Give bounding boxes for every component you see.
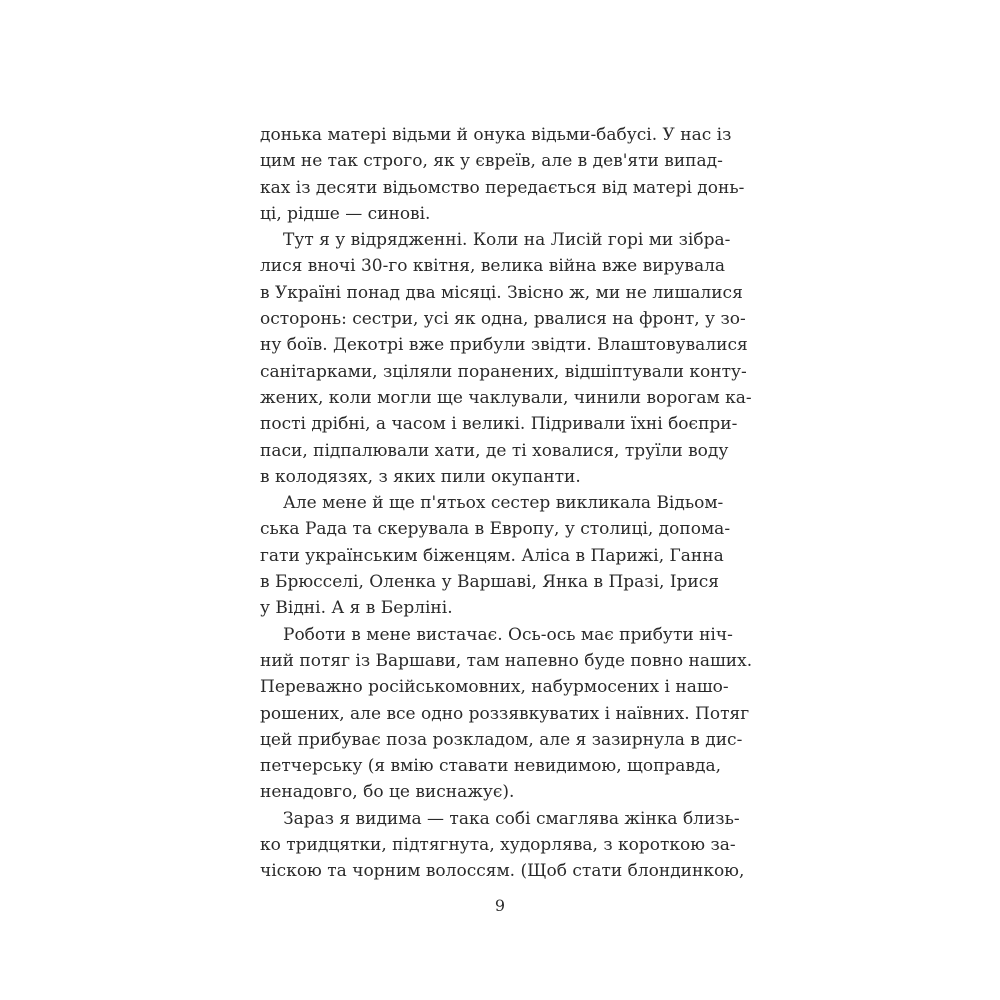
text-line: у Відні. А я в Берліні. bbox=[260, 598, 453, 619]
text-line: рошених, але все одно роззявкуватих і наївних. Потяг bbox=[260, 703, 750, 724]
text-line: жених, коли могли ще чаклували, чинили ворогам ка- bbox=[260, 387, 752, 408]
text-line: пості дрібні, а часом і великі. Підривали їхні боєпри- bbox=[260, 414, 738, 435]
text-line: ська Рада та скерувала в Европу, у столиці, допома- bbox=[260, 519, 731, 540]
text-line: Переважно російськомовних, набурмосених і нашо- bbox=[260, 677, 729, 698]
text-line: петчерську (я вмію ставати невидимою, щоправда, bbox=[260, 756, 722, 777]
page-number: 9 bbox=[494, 896, 506, 915]
text-line: ненадовго, бо це виснажує). bbox=[260, 782, 515, 803]
text-line: Але мене й ще п'ятьох сестер викликала Відьом- bbox=[283, 493, 724, 514]
text-line: ці, рідше — синові. bbox=[260, 203, 431, 224]
text-line: ко тридцятки, підтягнута, худорлява, з короткою за- bbox=[260, 835, 736, 856]
text-line: ну боїв. Декотрі вже прибули звідти. Влаштовувалися bbox=[260, 335, 748, 356]
text-line: ний потяг із Варшави, там напевно буде повно наших. bbox=[260, 650, 753, 671]
text-line: гати українським біженцям. Аліса в Парижі, Ганна bbox=[260, 545, 724, 566]
text-line: санітарками, зціляли поранених, відшіптували конту- bbox=[260, 361, 747, 382]
text-line: ках із десяти відьомство передається від матері донь- bbox=[260, 177, 745, 198]
text-line: осторонь: сестри, усі як одна, рвалися на фронт, у зо- bbox=[260, 309, 746, 330]
text-line: чіскою та чорним волоссям. (Щоб стати блондинкою, bbox=[260, 861, 745, 882]
text-line: донька матері відьми й онука відьми-бабусі. У нас із bbox=[260, 125, 732, 145]
text-line: цим не так строго, як у євреїв, але в дев'яти випад- bbox=[260, 151, 723, 172]
text-line: в колодязях, з яких пили окупанти. bbox=[260, 466, 581, 487]
text-line: цей прибуває поза розкладом, але я зазирнула в дис- bbox=[260, 729, 743, 750]
text-line: паси, підпалювали хати, де ті ховалися, труїли воду bbox=[260, 440, 729, 461]
text-line: в Брюсселі, Оленка у Варшаві, Янка в Празі, Ірися bbox=[260, 572, 719, 593]
text-line: Зараз я видима — така собі смаглява жінка близь- bbox=[283, 808, 740, 829]
text-line: в Україні понад два місяці. Звісно ж, ми не лишалися bbox=[260, 282, 743, 303]
text-line: Роботи в мене вистачає. Ось-ось має прибути ніч- bbox=[283, 624, 733, 645]
text-line: Тут я у відрядженні. Коли на Лисій горі ми зібра- bbox=[283, 230, 731, 251]
body-text bbox=[260, 122, 753, 885]
text-line: лися вночі 30-го квітня, велика війна вже вирувала bbox=[260, 256, 726, 277]
